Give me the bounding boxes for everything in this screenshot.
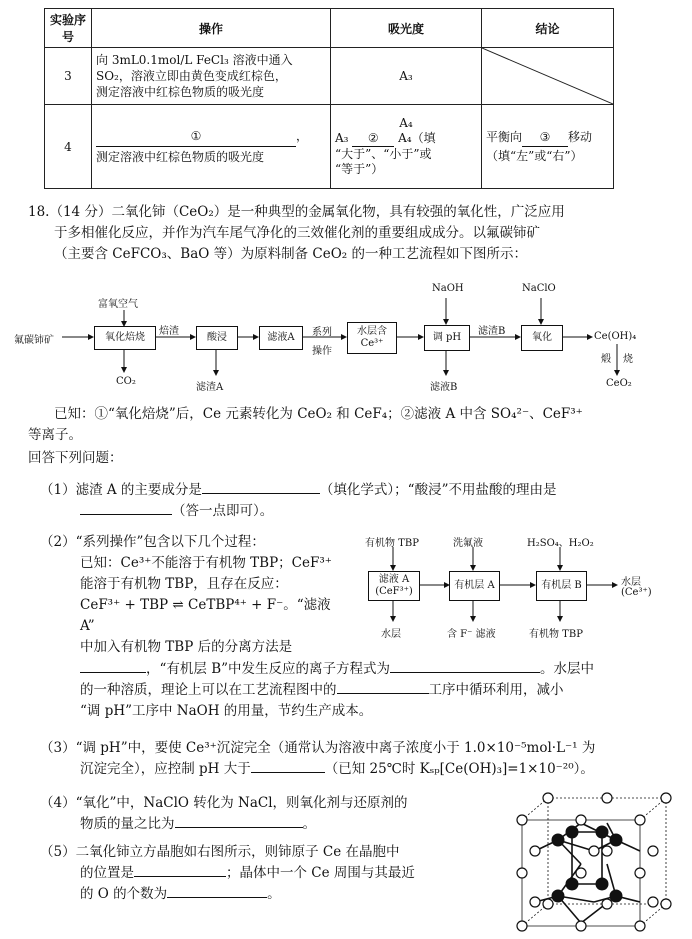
q2-l6a: ，“有机层 B”中发生反应的离子方程式为	[146, 661, 391, 677]
flow2-top-acid: H₂SO₄、H₂O₂	[527, 538, 594, 549]
flow-top-air: 富氧空气	[98, 299, 138, 310]
q18-line1: 18.（14 分）二氧化铈（CeO₂）是一种典型的金属氧化物，具有较强的氧化性，广泛应用	[28, 204, 565, 220]
q2-l7a: 的一种溶质，理论上可以在工艺流程图中的	[80, 682, 337, 698]
q5-l3a: 的 O 的个数为	[80, 886, 168, 902]
q4-blank	[175, 827, 303, 828]
row3-no: 3	[45, 48, 92, 105]
row4-abs	[331, 105, 482, 189]
q5-blank1	[134, 876, 226, 877]
row4-concl-post: 移动	[568, 130, 593, 144]
row3-op	[92, 48, 331, 105]
q2-l6b: 。水层中	[540, 661, 595, 677]
flow-calc1: 煅	[601, 354, 611, 365]
row4-concl-note: （填“左”或“右”）	[486, 149, 583, 163]
q1-blank1	[202, 493, 320, 494]
diagonal-line	[482, 48, 613, 104]
flow-box-filtrateA: 滤液A	[259, 326, 303, 350]
q18-line3: （主要含 CeFCO₃、BaO 等）为原料制备 CeO₂ 的一种工艺流程如下图所示：	[54, 246, 527, 262]
row4-abs-a3: A₃	[335, 131, 349, 145]
row4-abs-a4: A₄（填	[398, 131, 436, 145]
flow2-top-wash: 洗氟液	[453, 538, 483, 549]
flow2-box-orgB: 有机层 B	[536, 571, 587, 601]
q2-blank3	[337, 693, 429, 694]
header-abs: 吸光度	[331, 9, 482, 48]
row4-abs-blank: ②	[352, 131, 394, 147]
row3-op-line2: SO₂，溶液立即由黄色变成红棕色，	[96, 69, 287, 83]
row3-op-line1: 向 3mL0.1mol/L FeCl₃ 溶液中通入	[96, 53, 293, 67]
flow-mid-series1: 系列	[312, 327, 332, 338]
q2-l8: “调 pH”工序中 NaOH 的用量，节约生产成本。	[80, 703, 373, 719]
q5-l2a: 的位置是	[80, 865, 134, 881]
q3-blank	[251, 772, 325, 773]
q2-l7b: 工序中循环利用，减小	[428, 682, 564, 698]
flow2-top-tbp: 有机物 TBP	[365, 538, 419, 549]
q4-l1: （4）“氧化”中，NaClO 转化为 NaCl，则氧化剂与还原剂的	[40, 795, 408, 811]
flow2-bot-fluoride: 含 F⁻ 滤液	[447, 629, 496, 640]
q5-l2b: ；晶体中一个 Ce 周围与其最近	[226, 865, 415, 881]
flow-top-naclo: NaClO	[522, 283, 556, 294]
q1-mid: （填化学式）；“酸浸”不用盐酸的理由是	[319, 482, 557, 498]
flow-bot-residueA: 滤渣A	[196, 382, 224, 393]
row3-concl	[482, 48, 614, 105]
flow-mid-series2: 操作	[312, 346, 332, 357]
known-info	[28, 404, 678, 469]
q3-l2b: （已知 25℃时 Kₛₚ[Ce(OH)₃]=1×10⁻²⁰）。	[324, 761, 594, 777]
q2-l4: CeF³⁺ + TBP ⇌ CeTBP⁴⁺ + F⁻。“滤液 A”	[80, 597, 331, 634]
q1-blank2	[80, 514, 172, 515]
q1-post: （答一点即可）。	[172, 503, 274, 519]
row4-abs-note2: “等于”）	[335, 162, 384, 176]
q4-l2b: 。	[302, 816, 316, 832]
q2-l5: 中加入有机物 TBP 后的分离方法是	[80, 639, 293, 655]
question-2-bottom	[80, 659, 680, 722]
flow-final-ceo2: CeO₂	[606, 378, 632, 389]
process-flow-extraction	[355, 533, 675, 643]
flow-end-ceoh4: Ce(OH)₄	[594, 331, 637, 342]
known-line1: 已知：①“氧化焙烧”后，Ce 元素转化为 CeO₂ 和 CeF₄；②滤液 A 中含 SO₄²⁻、CeF³⁺	[54, 406, 583, 422]
q2-l1: （2）“系列操作”包含以下几个过程：	[40, 534, 265, 550]
flow-mid-residueB: 滤渣B	[478, 326, 506, 337]
flow-box-leach: 酸浸	[196, 326, 238, 350]
answer-prompt: 回答下列问题：	[28, 450, 123, 466]
q2-blank2	[390, 672, 540, 673]
table-row	[45, 105, 614, 189]
question-1	[40, 480, 670, 522]
row4-concl-blank: ③	[522, 128, 568, 147]
row4-concl-pre: 平衡向	[486, 130, 523, 144]
header-op: 操作	[92, 9, 331, 48]
crystal-cell-svg	[510, 792, 680, 934]
q18-line2: 于多相催化反应，并作为汽车尾气净化的三效催化剂的重要组成成分。以氟碳铈矿	[54, 225, 540, 241]
flow2-bot-water: 水层	[381, 629, 401, 640]
header-no: 实验序号	[45, 9, 92, 48]
flow-start: 氟碳铈矿	[14, 335, 54, 346]
q3-l2a: 沉淀完全），应控制 pH 大于	[80, 761, 251, 777]
table-row	[45, 48, 614, 105]
flow2-out-water: 水层	[621, 577, 641, 588]
flow2-box-filtrateA	[368, 571, 420, 601]
flow-box-oxidize: 氧化	[521, 325, 563, 351]
row3-abs: A₃	[331, 48, 482, 105]
q3-l1: （3）“调 pH”中，要使 Ce³⁺沉淀完全（通常认为溶液中离子浓度小于 1.0×10⁻⁵mol·L⁻¹ 为	[40, 740, 596, 756]
known-line2: 等离子。	[28, 427, 82, 443]
row4-op-line2: 测定溶液中红棕色物质的吸光度	[96, 150, 265, 164]
flow2-bot-tbp: 有机物 TBP	[529, 629, 583, 640]
flow2-box1-l1: 滤液 A	[378, 574, 410, 585]
experiment-table	[44, 8, 614, 189]
flow2-box-orgA: 有机层 A	[449, 571, 500, 601]
question-3	[40, 738, 680, 780]
q1-pre: （1）滤渣 A 的主要成分是	[40, 482, 202, 498]
row3-op-line3: 测定溶液中红棕色物质的吸光度	[96, 85, 265, 99]
flow-calc2: 烧	[623, 354, 633, 365]
flow-bot-co2: CO₂	[116, 376, 136, 387]
q5-l3b: 。	[267, 886, 281, 902]
flow2-box1-l2: (CeF³⁺)	[375, 586, 413, 597]
row4-op-blank: ①	[96, 126, 296, 147]
header-concl: 结论	[482, 9, 614, 48]
flow-box-water-l1: 水层含	[357, 326, 387, 337]
flow-top-naoh: NaOH	[432, 283, 464, 294]
flow2-out-ce: (Ce³⁺)	[621, 587, 652, 598]
q2-l3: 能溶于有机物 TBP，且存在反应：	[80, 576, 288, 592]
flow-box-water-l2: Ce³⁺	[360, 338, 384, 349]
flow-box-roast: 氧化焙烧	[94, 326, 156, 350]
question-4	[40, 793, 500, 835]
q5-l1: （5）二氧化铈立方晶胞如右图所示，则铈原子 Ce 在晶胞中	[40, 844, 400, 860]
question-2-left	[40, 532, 340, 658]
flow-bot-filtrateB: 滤液B	[430, 382, 458, 393]
q18-intro	[28, 202, 668, 265]
question-5	[40, 842, 500, 905]
row4-no: 4	[45, 105, 92, 189]
process-flow-main	[0, 280, 692, 405]
q2-blank1	[80, 672, 146, 673]
q4-l2a: 物质的量之比为	[80, 816, 175, 832]
q5-blank2	[167, 897, 267, 898]
row4-op: ① ， 测定溶液中红棕色物质的吸光度	[92, 105, 331, 189]
row4-abs-note1: “大于”、“小于”或	[335, 147, 432, 161]
row4-concl	[482, 105, 614, 189]
flow-box-water	[347, 322, 397, 354]
table-header-row	[45, 9, 614, 48]
row4-abs-top: A₄	[399, 116, 413, 130]
flow-box-ph: 调 pH	[424, 325, 470, 351]
flow-mid-slag: 焙渣	[159, 326, 179, 337]
q2-l2: 已知：Ce³⁺不能溶于有机物 TBP；CeF³⁺	[80, 555, 332, 571]
crystal-cell-diagram	[510, 792, 680, 934]
